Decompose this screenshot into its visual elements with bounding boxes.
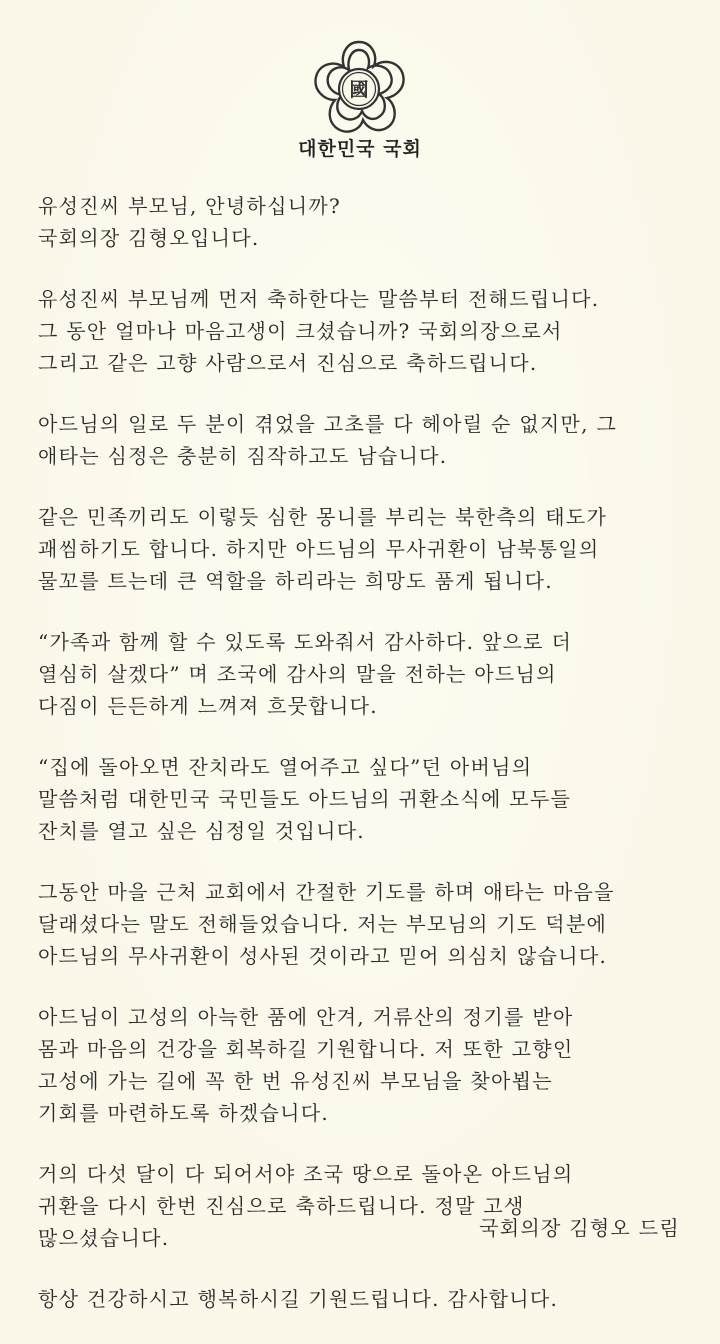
letter-paragraph: [38, 283, 688, 379]
letter-line: 애타는 심정은 충분히 짐작하고도 남습니다.: [38, 444, 448, 468]
letter-line: 항상 건강하시고 행복하시길 기원드립니다. 감사합니다.: [38, 1287, 559, 1311]
emblem-character: 國: [349, 79, 369, 101]
letter-line: 많으셨습니다.: [38, 1226, 170, 1250]
letter-line: 아드님의 일로 두 분이 겪었을 고초를 다 헤아릴 순 없지만, 그: [38, 412, 618, 436]
letter-line: “집에 돌아오면 잔치라도 열어주고 싶다”던 아버님의: [38, 755, 533, 779]
org-title: 대한민국 국회: [298, 138, 422, 160]
letter-line: 몸과 마음의 건강을 회복하길 기원합니다. 저 또한 고향인: [38, 1037, 574, 1061]
letter-line: 고성에 가는 길에 꼭 한 번 유성진씨 부모님을 찾아뵙는: [38, 1069, 553, 1093]
national-assembly-emblem-icon: [308, 38, 410, 136]
letter-line: 아드님의 무사귀환이 성사된 것이라고 믿어 의심치 않습니다.: [38, 944, 608, 968]
letter-line: 아드님이 고성의 아늑한 품에 안겨, 거류산의 정기를 받아: [38, 1005, 574, 1029]
letter-body: [38, 190, 688, 1344]
letter-line: 유성진씨 부모님, 안녕하십니까?: [38, 194, 342, 218]
letter-paragraph: [38, 1283, 688, 1315]
letter-paragraph: [38, 751, 688, 847]
letter-line: 그동안 마을 근처 교회에서 간절한 기도를 하며 애타는 마음을: [38, 880, 615, 904]
letter-line: 국회의장 김형오입니다.: [38, 226, 260, 250]
letter-line: 열심히 살겠다” 며 조국에 감사의 말을 전하는 아드님의: [38, 662, 557, 686]
letter-line: 달래셨다는 말도 전해들었습니다. 저는 부모님의 기도 덕분에: [38, 912, 608, 936]
letter-line: 그리고 같은 고향 사람으로서 진심으로 축하드립니다.: [38, 351, 538, 375]
letter-line: 물꼬를 트는데 큰 역할을 하리라는 희망도 품게 됩니다.: [38, 569, 553, 593]
letter-paragraph: [38, 626, 688, 722]
letter-paragraph: [38, 408, 688, 472]
signature: 국회의장 김형오 드림: [479, 1216, 680, 1240]
letter-line: “가족과 함께 할 수 있도록 도와줘서 감사하다. 앞으로 더: [38, 630, 573, 654]
letter-paragraph: [38, 501, 688, 597]
letter-line: 귀환을 다시 한번 진심으로 축하드립니다. 정말 고생: [38, 1194, 525, 1218]
letter-line: 유성진씨 부모님께 먼저 축하한다는 말씀부터 전해드립니다.: [38, 287, 600, 311]
letter-line: 거의 다섯 달이 다 되어서야 조국 땅으로 돌아온 아드님의: [38, 1162, 574, 1186]
letter-paragraph: [38, 876, 688, 972]
letter-line: 다짐이 든든하게 느껴져 흐뭇합니다.: [38, 694, 378, 718]
letter-paragraph: [38, 190, 688, 254]
letter-line: 그 동안 얼마나 마음고생이 크셨습니까? 국회의장으로서: [38, 319, 563, 343]
letter-line: 말씀처럼 대한민국 국민들도 아드님의 귀환소식에 모두들: [38, 787, 572, 811]
letter-line: 같은 민족끼리도 이렇듯 심한 몽니를 부리는 북한측의 태도가: [38, 505, 608, 529]
letter-line: 기회를 마련하도록 하겠습니다.: [38, 1101, 330, 1125]
letter-line: 괘씸하기도 합니다. 하지만 아드님의 무사귀환이 남북통일의: [38, 537, 600, 561]
letter-paragraph: [38, 1001, 688, 1129]
letter-line: 잔치를 열고 싶은 심정일 것입니다.: [38, 819, 365, 843]
